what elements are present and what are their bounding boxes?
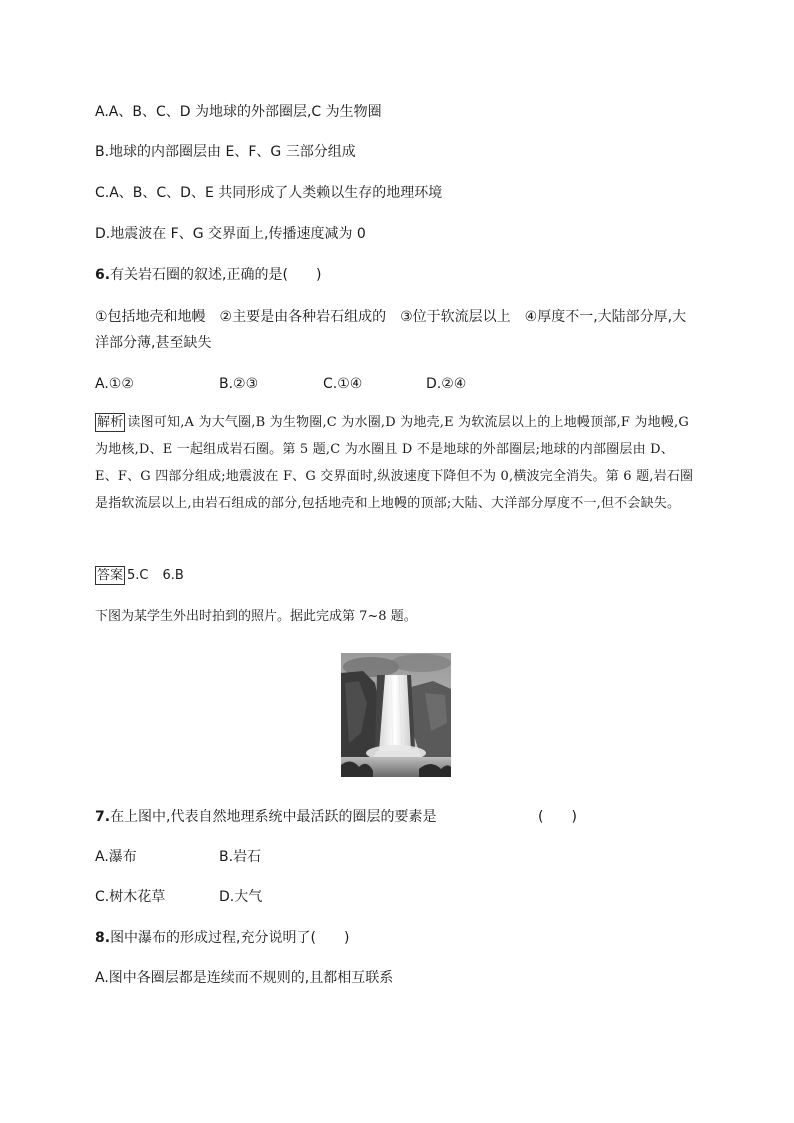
q7-answer-paren: ( ) bbox=[538, 809, 577, 825]
q7-option-b: B.岩石 bbox=[219, 849, 262, 865]
q6-number: 6. bbox=[95, 267, 111, 283]
q8-number: 8. bbox=[95, 930, 111, 946]
q8-stem: 图中瀑布的形成过程,充分说明了( ) bbox=[110, 930, 350, 946]
q7-option-a: A.瀑布 bbox=[95, 849, 137, 865]
answer-tag: 答案 bbox=[97, 568, 124, 583]
q7-option-d: D.大气 bbox=[219, 889, 263, 905]
q6-statements-line1: ①包括地壳和地幔 ②主要是由各种岩石组成的 ③位于软流层以上 ④厚度不一,大陆部分厚,大 bbox=[95, 309, 687, 325]
q5-option-a: A.A、B、C、D 为地球的外部圈层,C 为生物圈 bbox=[95, 104, 382, 120]
q5-option-b: B.地球的内部圈层由 E、F、G 三部分组成 bbox=[95, 144, 356, 160]
q6-option-c: C.①④ bbox=[323, 376, 363, 392]
analysis-tag: 解析 bbox=[97, 415, 124, 430]
waterfall-photo bbox=[341, 653, 451, 777]
q5-option-d: D.地震波在 F、G 交界面上,传播速度减为 0 bbox=[95, 226, 366, 242]
analysis-text: 读图可知,A 为大气圈,B 为生物圈,C 为水圈,D 为地壳,E 为软流层以上的上地幔顶部,F 为地幔,G 为地核,D、E 一起组成岩石圈。第 5 题,C 为水圈且 D 不是地球的外部圈层;地球的内部圈层由 D、E、F、G 四部分组成;地震波在 F、G 交界面时,纵波速度下降但不为 0,横波完全消失。第 6 题,岩石圈是指软流层以上,由岩石组成的部分,包括地壳和上地幔的顶部;大陆、大洋部分厚度不一,但不会缺失。 bbox=[95, 415, 694, 511]
answer-6: 6.B bbox=[162, 568, 184, 583]
q8-option-a: A.图中各圈层都是连续而不规则的,且都相互联系 bbox=[95, 970, 394, 986]
q8-question bbox=[95, 928, 349, 948]
q5-option-c: C.A、B、C、D、E 共同形成了人类赖以生存的地理环境 bbox=[95, 185, 443, 201]
q6-stem: 有关岩石圈的叙述,正确的是( ) bbox=[110, 267, 322, 283]
q7-option-c: C.树木花草 bbox=[95, 889, 166, 905]
q7-question bbox=[95, 807, 437, 827]
q6-question bbox=[95, 265, 321, 285]
photo-intro: 下图为某学生外出时拍到的照片。据此完成第 7~8 题。 bbox=[95, 609, 417, 624]
q6-option-a: A.①② bbox=[95, 376, 134, 392]
answer-5: 5.C bbox=[127, 568, 149, 583]
analysis-block bbox=[95, 409, 695, 517]
q6-option-b: B.②③ bbox=[219, 376, 259, 392]
answer-line bbox=[95, 566, 198, 586]
q6-statements-line2: 洋部分薄,甚至缺失 bbox=[95, 335, 212, 351]
q7-stem: 在上图中,代表自然地理系统中最活跃的圈层的要素是 bbox=[110, 809, 437, 825]
q6-option-d: D.②④ bbox=[426, 376, 467, 392]
q7-number: 7. bbox=[95, 809, 111, 825]
